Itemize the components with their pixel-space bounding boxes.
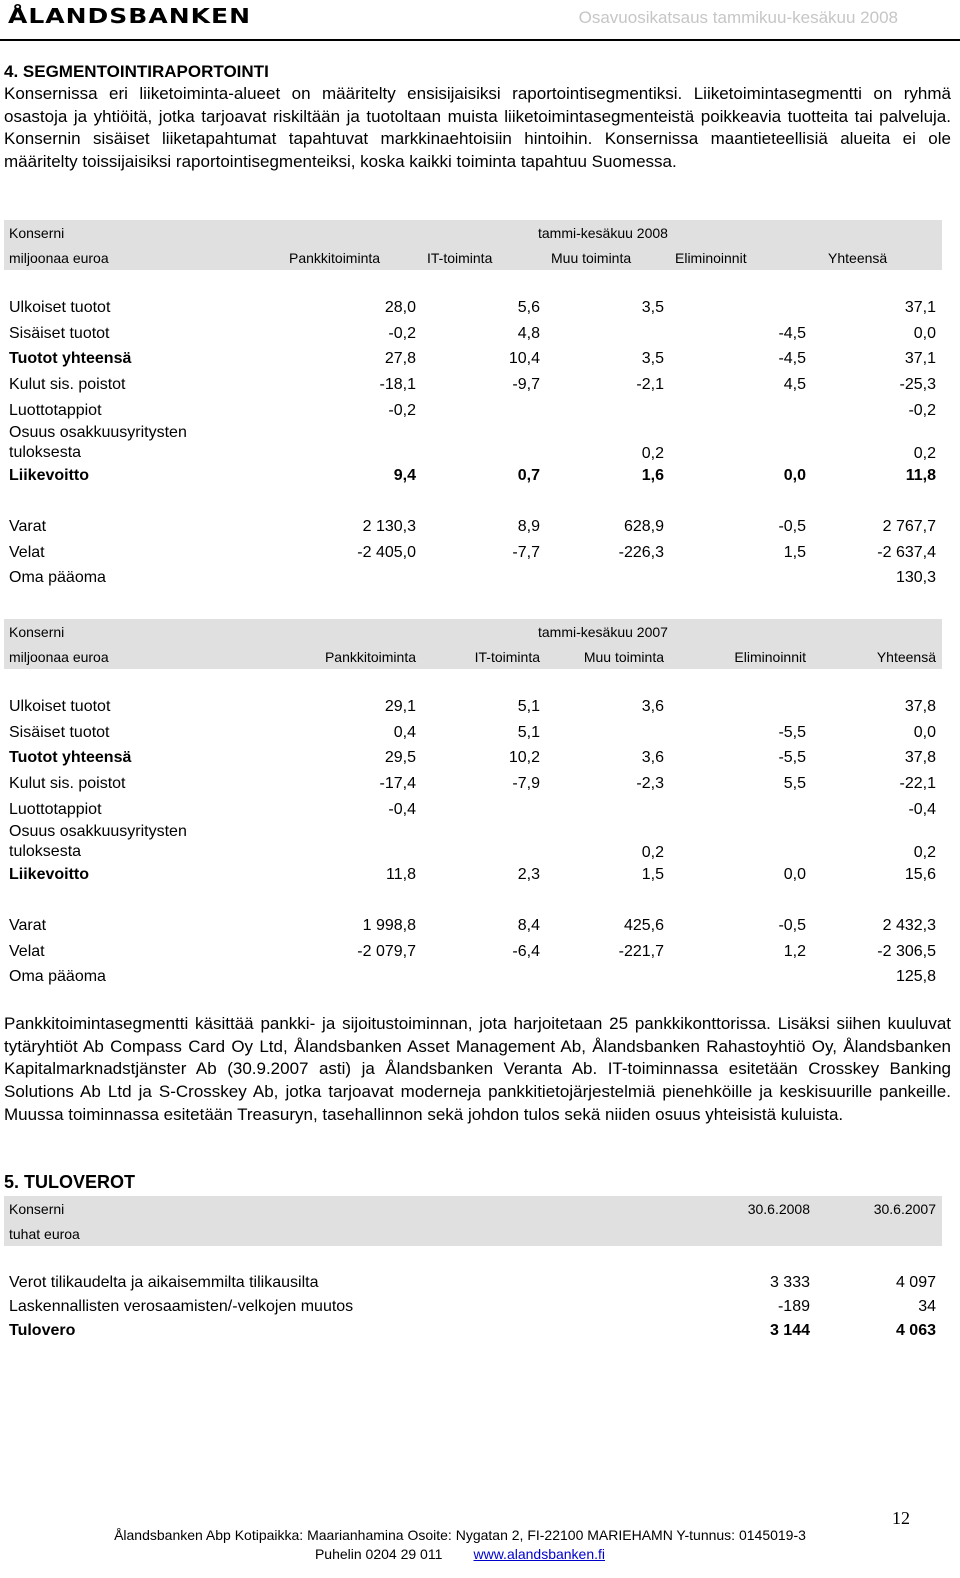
column-header: Pankkitoiminta <box>284 245 422 270</box>
cell: 28,0 <box>384 298 416 316</box>
group-label: Konserni <box>4 220 284 245</box>
cell: 1,5 <box>783 543 807 561</box>
cell: 1,5 <box>641 866 664 884</box>
cell: 0,4 <box>393 723 416 741</box>
row-label: Ulkoiset tuotot <box>9 298 111 316</box>
cell <box>670 423 812 463</box>
cell: 4 063 <box>895 1322 936 1339</box>
row-label: Varat <box>9 916 47 934</box>
cell: -2 306,5 <box>877 942 937 960</box>
column-header: Eliminoinnit <box>670 245 812 270</box>
cell: 37,8 <box>904 749 937 767</box>
row-label: Laskennallisten verosaamisten/-velkojen muutos <box>9 1298 354 1315</box>
cell: -221,7 <box>618 942 664 960</box>
cell: -25,3 <box>899 375 937 393</box>
cell: 8,9 <box>517 517 540 535</box>
table-row <box>4 1319 942 1343</box>
cell: 5,1 <box>517 697 540 715</box>
document-title: Osavuosikatsaus tammikuu-kesäkuu 2008 <box>578 8 898 27</box>
column-header: 30.6.2007 <box>816 1196 942 1221</box>
cell: 4,5 <box>783 375 807 393</box>
footer-phone: Puhelin 0204 29 011 <box>314 1546 443 1562</box>
table-row <box>4 398 942 424</box>
cell <box>670 295 812 321</box>
table-row <box>4 694 942 720</box>
cell: -5,5 <box>778 749 807 767</box>
cell <box>670 398 812 424</box>
cell <box>670 797 812 823</box>
table-row <box>4 1271 942 1295</box>
cell: -0,4 <box>908 800 937 818</box>
cell: 27,8 <box>384 350 416 368</box>
cell: 2,3 <box>517 866 540 884</box>
segment-table-2007 <box>4 619 942 990</box>
table-row <box>4 295 942 321</box>
table-row <box>4 566 942 592</box>
cell <box>670 965 812 991</box>
cell <box>670 822 812 862</box>
table-header-row <box>4 644 942 669</box>
cell: 29,5 <box>384 749 416 767</box>
row-label: Ulkoiset tuotot <box>9 697 111 715</box>
cell: 3 333 <box>769 1274 810 1291</box>
cell: 11,8 <box>386 866 416 884</box>
table-row <box>4 913 942 939</box>
cell: 1 998,8 <box>362 916 416 934</box>
cell: 3,5 <box>641 350 664 368</box>
row-label <box>4 423 284 463</box>
cell: 0,2 <box>641 844 664 862</box>
group-label: Konserni <box>4 1196 686 1221</box>
row-label-line2: tuloksesta <box>9 444 82 462</box>
cell: 0,0 <box>783 467 807 485</box>
row-label: Velat <box>9 942 45 960</box>
cell <box>546 965 670 991</box>
cell <box>284 822 422 862</box>
cell: -7,9 <box>512 774 540 792</box>
segment-table-2008 <box>4 220 942 591</box>
header-rule <box>0 39 960 41</box>
cell: 2 432,3 <box>882 916 937 934</box>
cell: -0,2 <box>908 401 937 419</box>
period-label: tammi-kesäkuu 2008 <box>546 220 812 245</box>
cell: -2 079,7 <box>357 942 416 960</box>
cell: 0,2 <box>913 844 937 862</box>
row-label <box>4 822 284 862</box>
row-label: Liikevoitto <box>9 866 90 884</box>
income-tax-table <box>4 1196 942 1343</box>
cell <box>546 398 670 424</box>
column-header: Eliminoinnit <box>670 644 812 669</box>
table-row <box>4 372 942 398</box>
row-label: Kulut sis. poistot <box>9 774 126 792</box>
table-header-row <box>4 1196 942 1221</box>
cell: -226,3 <box>618 543 664 561</box>
section-4-heading: 4. SEGMENTOINTIRAPORTOINTI <box>4 62 269 81</box>
table-row <box>4 939 942 965</box>
cell: -5,5 <box>778 723 807 741</box>
cell: -6,4 <box>512 942 540 960</box>
footer-company-info: Ålandsbanken Abp Kotipaikka: Maarianhamina Osoite: Nygatan 2, FI-22100 MARIEHAMN Y-tunnus: 0145019-3 <box>114 1527 806 1543</box>
cell: -0,2 <box>388 401 416 419</box>
cell: 37,1 <box>904 350 937 368</box>
cell: 130,3 <box>895 569 937 587</box>
row-label: Oma pääoma <box>9 968 106 986</box>
footer-contact <box>0 1546 920 1562</box>
cell: 2 130,3 <box>362 517 416 535</box>
unit-label: miljoonaa euroa <box>4 245 284 270</box>
cell: -7,7 <box>512 543 540 561</box>
table-row <box>4 463 942 489</box>
cell <box>284 423 422 463</box>
cell: -2,1 <box>636 375 664 393</box>
cell: -4,5 <box>778 324 807 342</box>
cell: 0,0 <box>913 324 937 342</box>
column-header: Muu toiminta <box>546 644 670 669</box>
table-header-row <box>4 619 942 644</box>
cell: 5,1 <box>517 723 540 741</box>
cell <box>546 321 670 347</box>
cell: -0,4 <box>388 800 416 818</box>
cell <box>284 566 422 592</box>
row-label: Tuotot yhteensä <box>9 350 132 368</box>
cell: -2,3 <box>636 774 664 792</box>
column-header: IT-toiminta <box>422 644 546 669</box>
cell <box>422 398 546 424</box>
row-label: Liikevoitto <box>9 467 90 485</box>
table-row <box>4 745 942 771</box>
row-label: Sisäiset tuotot <box>9 723 110 741</box>
cell: 125,8 <box>895 968 937 986</box>
cell: -4,5 <box>778 350 807 368</box>
page-number: 12 <box>892 1508 910 1528</box>
cell: 0,7 <box>517 467 540 485</box>
cell: 0,2 <box>641 445 664 463</box>
table-row <box>4 1295 942 1319</box>
cell <box>670 566 812 592</box>
row-label: Tuotot yhteensä <box>9 749 132 767</box>
cell: 628,9 <box>623 517 664 535</box>
cell: 29,1 <box>384 697 416 715</box>
table-header-row <box>4 1221 942 1246</box>
cell: 34 <box>918 1298 936 1315</box>
row-label: Velat <box>9 543 45 561</box>
cell <box>422 822 546 862</box>
table-row <box>4 797 942 823</box>
table-row <box>4 423 942 463</box>
cell: 37,8 <box>904 697 937 715</box>
cell <box>284 965 422 991</box>
bank-logo: ÅLANDSBANKEN <box>8 4 252 28</box>
cell: 3,6 <box>641 697 664 715</box>
period-label: tammi-kesäkuu 2007 <box>546 619 812 644</box>
cell: -18,1 <box>379 375 416 393</box>
row-label: Sisäiset tuotot <box>9 324 110 342</box>
cell: 10,4 <box>508 350 540 368</box>
column-header: Yhteensä <box>812 644 942 669</box>
table-row <box>4 771 942 797</box>
row-label-line1: Osuus osakkuusyritysten <box>9 424 187 442</box>
column-header: IT-toiminta <box>422 245 546 270</box>
section-5-heading: 5. TULOVEROT <box>4 1172 136 1192</box>
cell: 3 144 <box>769 1322 810 1339</box>
table-row <box>4 321 942 347</box>
cell: 425,6 <box>623 916 664 934</box>
cell: 5,6 <box>517 298 540 316</box>
row-label: Tulovero <box>9 1322 76 1339</box>
cell: 0,2 <box>913 445 937 463</box>
table-row <box>4 346 942 372</box>
unit-label: tuhat euroa <box>4 1221 686 1246</box>
cell <box>546 720 670 746</box>
cell <box>422 797 546 823</box>
cell: 3,6 <box>641 749 664 767</box>
cell: 2 767,7 <box>882 517 937 535</box>
row-label-line2: tuloksesta <box>9 843 82 861</box>
cell: -2 405,0 <box>357 543 416 561</box>
column-header: Yhteensä <box>812 245 942 270</box>
row-label: Varat <box>9 517 47 535</box>
table-row <box>4 540 942 566</box>
row-label: Luottotappiot <box>9 800 102 818</box>
cell: -0,2 <box>388 324 416 342</box>
cell: 15,6 <box>904 866 937 884</box>
row-label-line1: Osuus osakkuusyritysten <box>9 823 187 841</box>
website-link[interactable]: www.alandsbanken.fi <box>473 1546 606 1562</box>
table-header-row <box>4 245 942 270</box>
cell: -0,5 <box>778 916 807 934</box>
table-row <box>4 862 942 888</box>
cell: -0,5 <box>778 517 807 535</box>
cell: 1,6 <box>641 467 664 485</box>
cell: 0,0 <box>783 866 807 884</box>
cell: -2 637,4 <box>877 543 937 561</box>
cell: 4 097 <box>895 1274 936 1291</box>
cell <box>546 566 670 592</box>
cell: -9,7 <box>512 375 540 393</box>
row-label: Oma pääoma <box>9 569 106 587</box>
row-label: Kulut sis. poistot <box>9 375 126 393</box>
section-4-intro-paragraph: Konsernissa eri liiketoiminta-alueet on määritelty ensisijaisiksi raportointisegmentiksi. Liiketoimintasegmentti on ryhmä osastoja ja yhtiöitä, jotka tarjoavat riskiltään ja tuotoltaan muista liiketoimintasegmenteistä poikkeavia tuotteita tai palveluja. Konsernin sisäiset liiketapahtumat tapahtuvat markkinaehtoisiin hintoihin. Konsernissa maantieteellisiä alueita ei ole määritelty toissijaisiksi raportointisegmenteiksi, koska kaikki toiminta tapahtuu Suomessa. <box>4 84 951 172</box>
cell: 10,2 <box>508 749 540 767</box>
cell: 11,8 <box>905 467 937 485</box>
cell: -189 <box>777 1298 810 1315</box>
group-label: Konserni <box>4 619 284 644</box>
table-row <box>4 514 942 540</box>
cell: 8,4 <box>517 916 540 934</box>
cell: -17,4 <box>379 774 416 792</box>
cell <box>422 965 546 991</box>
cell: -22,1 <box>899 774 937 792</box>
table-row <box>4 822 942 862</box>
table-row <box>4 965 942 991</box>
cell: 9,4 <box>393 467 416 485</box>
cell <box>670 694 812 720</box>
cell: 1,2 <box>783 942 807 960</box>
cell <box>546 797 670 823</box>
cell: 37,1 <box>904 298 937 316</box>
cell: 4,8 <box>517 324 540 342</box>
segment-description-paragraph: Pankkitoimintasegmentti käsittää pankki- ja sijoitustoiminnan, jota harjoitetaan 25 pankkikonttorissa. Lisäksi siihen kuuluvat tytäryhtiöt Ab Compass Card Oy Ltd, Ålandsbanken Asset Management Ab, Ålandsbanken Rahastoyhtiö Oy, Ålandsbanken Kapitalmarknadstjänster Ab (30.9.2007 asti) ja Ålandsbanken Veranta Ab. IT-toiminnassa esitetään Crosskey Banking Solutions Ab Ltd ja S-Crosskey Ab, jotka tarjoavat moderneja pankkitietojärjestelmiä pienehköille ja keskisuurille pankeille. Muussa toiminnassa esitetään Treasuryn, tasehallinnon sekä johdon tulos sekä niiden osuus yhteisistä kuluista. <box>4 1014 951 1124</box>
row-label: Verot tilikaudelta ja aikaisemmilta tilikausilta <box>9 1274 319 1291</box>
row-label: Luottotappiot <box>9 401 102 419</box>
table-row <box>4 720 942 746</box>
column-header: Pankkitoiminta <box>284 644 422 669</box>
cell: 0,0 <box>913 723 937 741</box>
cell: 3,5 <box>641 298 664 316</box>
cell: 5,5 <box>783 774 807 792</box>
table-header-row <box>4 220 942 245</box>
column-header: Muu toiminta <box>546 245 670 270</box>
unit-label: miljoonaa euroa <box>4 644 284 669</box>
column-header: 30.6.2008 <box>686 1196 816 1221</box>
cell <box>422 566 546 592</box>
cell <box>422 423 546 463</box>
